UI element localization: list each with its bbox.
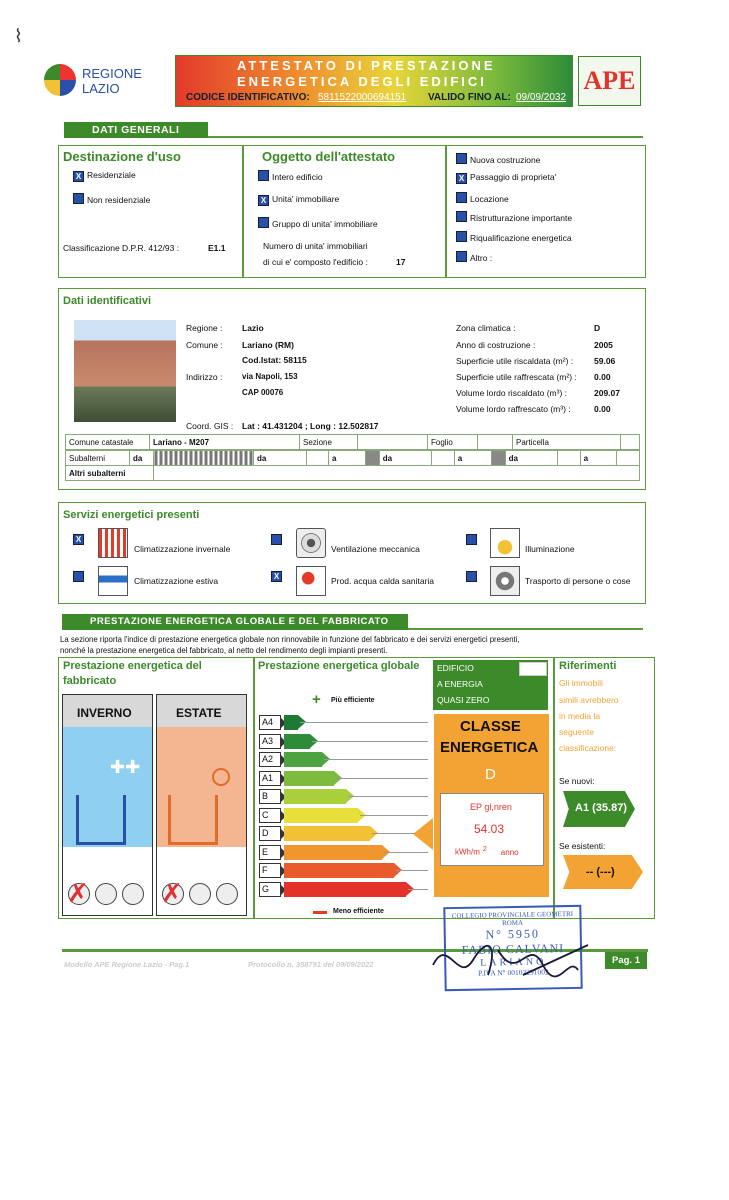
acqua-label: Prod. acqua calda sanitaria: [331, 576, 435, 586]
sup-risc-value: 59.06: [594, 356, 616, 366]
class-guide-line: [384, 852, 428, 853]
a-label: a: [454, 451, 491, 466]
zona-label: Zona climatica :: [456, 323, 516, 333]
class-guide-line: [336, 778, 428, 779]
stamp-line-5: P.IVA N° 00102291002: [478, 967, 549, 978]
valid-label: VALIDO FINO AL:: [428, 92, 511, 103]
cell: [365, 451, 379, 466]
estate-label: ESTATE: [176, 706, 222, 720]
class-label-b: B: [259, 789, 281, 804]
unchecked-icon: [456, 153, 467, 164]
class-bar-c: [284, 808, 358, 823]
footer-modello: Modello APE Regione Lazio - Pag.1: [64, 960, 190, 969]
intero-label: Intero edificio: [272, 172, 323, 182]
cap-value: CAP 00076: [242, 388, 284, 397]
vol-risc-label: Volume lordo riscaldato (m³) :: [456, 388, 568, 398]
altri-subalterni-value: [154, 466, 640, 481]
servizi-title: Servizi energetici presenti: [63, 509, 200, 521]
ep-unit-text: kWh/m: [455, 847, 480, 857]
house-cold-icon: [76, 795, 126, 845]
nzeb-line-3: QUASI ZERO: [437, 695, 490, 705]
subalterni-label: Subalterni: [66, 451, 130, 466]
vol-raff-label: Volume lordo raffrescato (m³) :: [456, 404, 571, 414]
unchecked-icon: [258, 217, 269, 228]
regione-lazio-logo: [44, 64, 76, 96]
ape-logo: APE: [578, 56, 641, 106]
ep-unit-exponent: 2: [482, 846, 487, 853]
comune-catastale-label: Comune catastale: [66, 435, 150, 450]
building-photo: [74, 320, 176, 422]
class-label-a4: A4: [259, 715, 281, 730]
clima-inv-label: Climatizzazione invernale: [134, 544, 231, 554]
unita-checkbox[interactable]: [258, 194, 339, 206]
anno-label: Anno di costruzione :: [456, 340, 536, 350]
da-label: da: [130, 451, 154, 466]
foglio-label: Foglio: [428, 435, 478, 450]
a-label: a: [329, 451, 366, 466]
ventilazione-label: Ventilazione meccanica: [331, 544, 420, 554]
regione-value: Lazio: [242, 323, 264, 333]
section-dati-generali: DATI GENERALI: [64, 122, 208, 138]
plus-icon: +: [312, 691, 321, 708]
class-label-a2: A2: [259, 752, 281, 767]
class-guide-line: [396, 870, 428, 871]
da-label: da: [379, 451, 432, 466]
passaggio-label: Passaggio di proprieta': [470, 172, 557, 182]
radiator-icon: [98, 528, 128, 558]
subalterno-redacted: [154, 451, 254, 466]
table-row: [66, 435, 640, 450]
class-bar-g: [284, 882, 406, 897]
checked-icon: [258, 195, 269, 206]
fabbricato-title-2: fabbricato: [63, 675, 117, 687]
particella-value: [621, 435, 640, 450]
stamp-line-1: COLLEGIO PROVINCIALE GEOMETRI ROMA: [451, 909, 574, 928]
checked-icon[interactable]: [271, 571, 282, 582]
code-value: 5811522000694151: [318, 92, 407, 103]
class-label-a3: A3: [259, 734, 281, 749]
intro-line-2: nonché la prestazione energetica del fabbricato, al netto del rendimento degli impianti presenti.: [60, 646, 388, 655]
ep-unit-anno: anno: [500, 847, 519, 857]
foglio-value: [478, 435, 513, 450]
unchecked-icon: [456, 251, 467, 262]
nuova-checkbox[interactable]: [456, 153, 540, 165]
class-bar-f: [284, 863, 394, 878]
regione-label: Regione :: [186, 323, 223, 333]
comune-value: Lariano (RM): [242, 340, 294, 350]
gis-label: Coord. GIS :: [186, 421, 234, 431]
classe-line-1: CLASSE: [460, 718, 521, 735]
gruppo-checkbox[interactable]: [258, 217, 378, 229]
rif-line-3: in media la: [559, 711, 601, 721]
fan-icon: [296, 528, 326, 558]
valid-value: 09/09/2032: [516, 92, 567, 103]
faucet-icon: [296, 566, 326, 596]
stamp-line-3: FABIO CALVANI: [461, 941, 565, 957]
x-mark-icon: ✗: [161, 878, 183, 908]
table-row: [66, 466, 640, 481]
footer-page: Pag. 1: [605, 952, 647, 969]
happy-face-icon: [122, 883, 144, 905]
sezione-label: Sezione: [300, 435, 358, 450]
header-title-1: ATTESTATO DI PRESTAZIONE: [237, 58, 496, 73]
neutral-face-icon: [95, 883, 117, 905]
altri-subalterni-label: Altri subalterni: [66, 466, 154, 481]
piu-efficiente-label: Più efficiente: [331, 697, 375, 704]
cell: [491, 451, 505, 466]
class-guide-line: [348, 796, 428, 797]
rif-line-1: Gli immobili: [559, 678, 603, 688]
ep-label: EP gl,nren: [470, 802, 512, 812]
class-label-f: F: [259, 863, 281, 878]
sup-raff-label: Superficie utile raffrescata (m²) :: [456, 372, 577, 382]
locazione-label: Locazione: [470, 194, 509, 204]
destinazione-box: [58, 145, 243, 278]
meno-efficiente-label: Meno efficiente: [333, 908, 384, 915]
nzeb-line-1: EDIFICIO: [437, 663, 474, 673]
istat-value: Cod.Istat: 58115: [242, 355, 307, 365]
nuova-label: Nuova costruzione: [470, 155, 541, 165]
da-label: da: [254, 451, 307, 466]
classe-value: D: [485, 766, 496, 783]
globale-title: Prestazione energetica globale: [258, 660, 420, 672]
unchecked-icon[interactable]: [271, 534, 282, 545]
altro-checkbox[interactable]: [456, 251, 492, 263]
ristrutturazione-checkbox[interactable]: [456, 211, 572, 223]
illuminazione-label: Illuminazione: [525, 544, 575, 554]
nzeb-line-2: A ENERGIA: [437, 679, 483, 689]
class-label-d: D: [259, 826, 281, 841]
checked-icon: [456, 173, 467, 184]
unita-label: Unita' immobiliare: [272, 194, 340, 204]
logo-text-1: REGIONE: [82, 66, 142, 81]
class-label-a1: A1: [259, 771, 281, 786]
class-guide-line: [360, 815, 428, 816]
sezione-value: [358, 435, 428, 450]
logo-text-2: LAZIO: [82, 81, 120, 96]
classe-line-2: ENERGETICA: [440, 739, 539, 756]
sun-icon: [212, 768, 230, 786]
anno-value: 2005: [594, 340, 613, 350]
stamp-line-4: LARIANO: [480, 956, 547, 969]
gis-value: Lat : 41.431204 ; Long : 12.502817: [242, 421, 379, 431]
class-guide-line: [300, 722, 428, 723]
clima-est-label: Climatizzazione estiva: [134, 576, 219, 586]
lightbulb-icon: [490, 528, 520, 558]
comune-label: Comune :: [186, 340, 223, 350]
air-conditioner-icon: [98, 566, 128, 596]
code-label: CODICE IDENTIFICATIVO:: [186, 92, 310, 103]
esistenti-label: Se esistenti:: [559, 841, 606, 851]
rif-line-2: simili avrebbero: [559, 695, 619, 705]
passaggio-checkbox[interactable]: [456, 172, 556, 184]
unchecked-icon: [456, 211, 467, 222]
oggetto-title: Oggetto dell'attestato: [262, 149, 396, 164]
a-label: a: [580, 451, 617, 466]
residenziale-label: Residenziale: [87, 170, 136, 180]
unchecked-icon: [456, 192, 467, 203]
ristrutturazione-label: Ristrutturazione importante: [470, 213, 573, 223]
riqualificazione-checkbox[interactable]: [456, 231, 572, 243]
altro-label: Altro :: [470, 253, 493, 263]
comune-catastale-value: Lariano - M207: [150, 435, 300, 450]
ep-unit: [455, 846, 519, 857]
nuovi-value: A1 (35.87): [575, 802, 627, 814]
indirizzo-label: Indirizzo :: [186, 372, 223, 382]
indirizzo-value: via Napoli, 153: [242, 372, 298, 381]
class-bar-b: [284, 789, 346, 804]
unchecked-icon[interactable]: [73, 571, 84, 582]
destinazione-title: Destinazione d'uso: [63, 149, 181, 164]
signature: [428, 925, 598, 995]
class-guide-line: [324, 759, 428, 760]
inverno-label: INVERNO: [77, 706, 132, 720]
section-prestazione: PRESTAZIONE ENERGETICA GLOBALE E DEL FABBRICATO: [62, 614, 408, 630]
class-bar-a1: [284, 771, 334, 786]
snowflake-icon: ✚✚: [110, 757, 141, 777]
divider: [208, 136, 643, 138]
happy-face-icon: [216, 883, 238, 905]
nuovi-label: Se nuovi:: [559, 776, 595, 786]
checked-icon[interactable]: [73, 534, 84, 545]
unchecked-icon: [73, 193, 84, 204]
numero-value: 17: [396, 257, 406, 267]
sup-raff-value: 0.00: [594, 372, 611, 382]
intero-checkbox[interactable]: [258, 170, 323, 182]
riferimenti-title: Riferimenti: [559, 660, 617, 672]
header-title-2: ENERGETICA DEGLI EDIFICI: [237, 74, 487, 89]
fabbricato-title-1: Prestazione energetica del: [63, 660, 202, 672]
class-bar-a2: [284, 752, 322, 767]
unchecked-icon[interactable]: [466, 534, 477, 545]
rif-line-5: classificazione:: [559, 743, 617, 753]
rif-line-4: seguente: [559, 727, 594, 737]
cell: [306, 451, 328, 466]
checked-icon: [73, 171, 84, 182]
particella-label: Particella: [513, 435, 621, 450]
vol-risc-value: 209.07: [594, 388, 620, 398]
esistenti-value: -- (---): [586, 866, 615, 878]
non-residenziale-checkbox[interactable]: [73, 193, 150, 205]
class-label-c: C: [259, 808, 281, 823]
cell: [617, 451, 640, 466]
cell: [432, 451, 454, 466]
divider: [408, 628, 643, 630]
trasporto-label: Trasporto di persone o cose: [525, 576, 631, 586]
cell: [558, 451, 580, 466]
footer-protocollo: Protocollo n. 358791 del 09/09/2022: [248, 960, 374, 969]
unchecked-icon: [258, 170, 269, 181]
scan-mark: ⌇: [14, 26, 23, 46]
class-pointer-arrow: [413, 818, 433, 850]
gear-icon: [490, 566, 520, 596]
vol-raff-value: 0.00: [594, 404, 611, 414]
class-bar-a4: [284, 715, 298, 730]
non-residenziale-label: Non residenziale: [87, 195, 151, 205]
stamp-line-2: N° 5950: [485, 926, 541, 942]
class-label-g: G: [259, 882, 281, 897]
numero-label-2: di cui e' composto l'edificio :: [263, 257, 368, 267]
gruppo-label: Gruppo di unita' immobiliare: [272, 219, 378, 229]
nzeb-checkbox[interactable]: [519, 662, 547, 676]
residenziale-checkbox[interactable]: [73, 170, 136, 182]
class-guide-line: [408, 889, 428, 890]
table-row: [66, 451, 640, 466]
classificazione-label: Classificazione D.P.R. 412/93 :: [63, 243, 180, 253]
intro-line-1: La sezione riporta l'indice di prestazione energetica globale non rinnovabile in funzione del fabbricato e dei servizi energetici presenti,: [60, 635, 520, 644]
riqualificazione-label: Riqualificazione energetica: [470, 233, 572, 243]
house-hot-icon: [168, 795, 218, 845]
sup-risc-label: Superficie utile riscaldata (m²) :: [456, 356, 574, 366]
identificativi-title: Dati identificativi: [63, 295, 152, 307]
minus-icon: [313, 911, 327, 914]
classificazione-value: E1.1: [208, 243, 226, 253]
neutral-face-icon: [189, 883, 211, 905]
class-label-e: E: [259, 845, 281, 860]
ep-value: 54.03: [474, 822, 505, 836]
subalterni-table: [65, 450, 640, 481]
class-bar-a3: [284, 734, 310, 749]
locazione-checkbox[interactable]: [456, 192, 509, 204]
class-bar-d: [284, 826, 370, 841]
zona-value: D: [594, 323, 601, 333]
class-bar-e: [284, 845, 382, 860]
numero-label-1: Numero di unita' immobiliari: [263, 241, 368, 251]
x-mark-icon: ✗: [67, 878, 89, 908]
cadastral-table: [65, 434, 640, 450]
class-guide-line: [312, 741, 428, 742]
unchecked-icon: [456, 231, 467, 242]
unchecked-icon[interactable]: [466, 571, 477, 582]
da-label: da: [505, 451, 558, 466]
